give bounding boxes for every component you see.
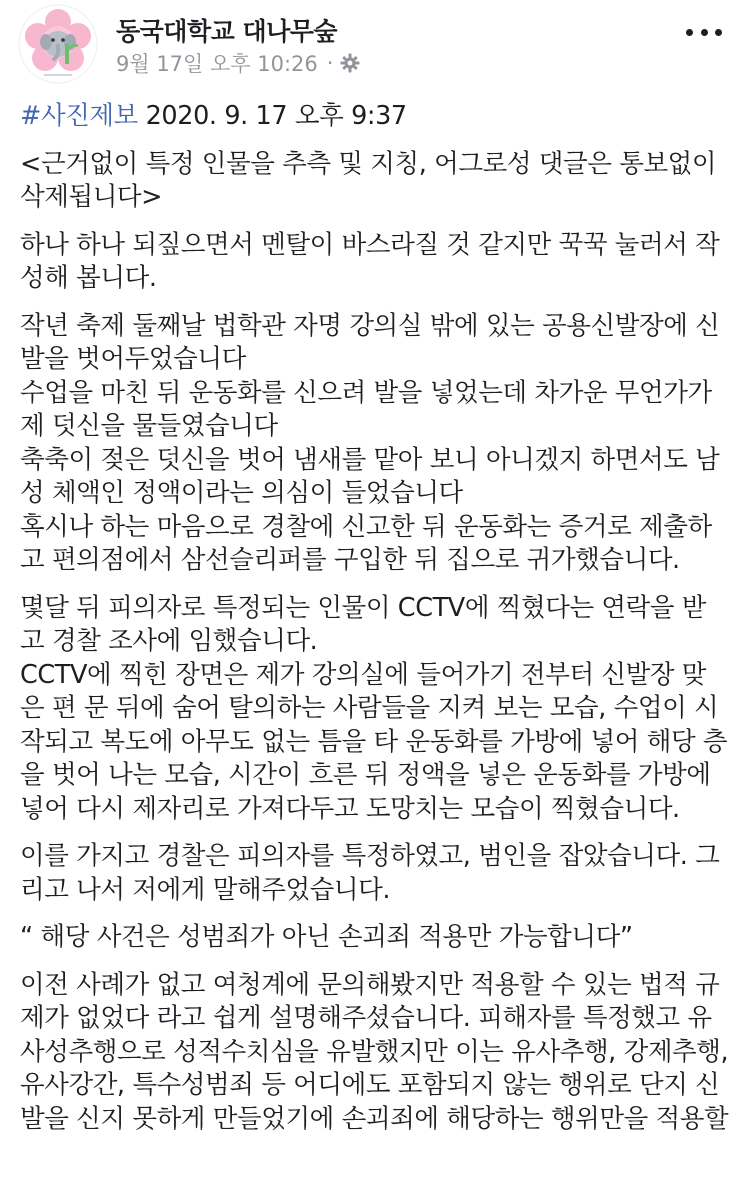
paragraph-line: 이전 사례가 없고 여청계에 문의해봤지만 적용할 수 있는 법적 규 (20, 969, 720, 1000)
paragraph-line: <근거없이 특정 인물을 추측 및 지칭, 어그로성 댓글은 통보없이 (20, 148, 717, 179)
paragraph-line: 리고 나서 저에게 말해주었습니다. (20, 874, 391, 905)
page-avatar[interactable] (18, 4, 98, 84)
more-options-button[interactable] (686, 22, 722, 42)
post-paragraph (20, 969, 740, 1137)
paragraph-line: 삭제됩니다> (20, 182, 163, 212)
post-paragraphs (20, 148, 740, 1137)
paragraph-line: 하나 하나 되짚으면서 멘탈이 바스라질 것 같지만 꾹꾹 눌러서 작 (20, 229, 720, 260)
paragraph-line: 넣어 다시 제자리로 가져다두고 도망치는 모습이 찍혔습니다. (20, 793, 680, 824)
paragraph-line: 이를 가지고 경찰은 피의자를 특정하였고, 범인을 잡았습니다. 그 (20, 841, 720, 871)
paragraph-line: 성해 봅니다. (20, 263, 157, 293)
paragraph-line: 사성추행으로 성적수치심을 유발했지만 이는 유사추행, 강제추행, (20, 1036, 729, 1067)
more-horizontal-icon (686, 29, 693, 36)
bamboo-forest-elephant-logo-icon (18, 4, 98, 84)
paragraph-line: 몇달 뒤 피의자로 특정되는 인물이 CCTV에 찍혔다는 연락을 받 (20, 592, 707, 623)
paragraph-line: 유사강간, 특수성범죄 등 어디에도 포함되지 않는 행위로 단지 신 (20, 1070, 720, 1100)
post-header (0, 0, 750, 92)
paragraph-line: “ 해당 사건은 성범죄가 아닌 손괴죄 적용만 가능합니다” (20, 922, 633, 952)
post-paragraph (20, 310, 740, 578)
post-datetime: 2020. 9. 17 오후 9:37 (137, 101, 407, 131)
page-name[interactable]: 동국대학교 대나무숲 (116, 17, 338, 46)
paragraph-line: 제 덧신을 물들였습니다 (20, 411, 278, 441)
paragraph-line: 혹시나 하는 마음으로 경찰에 신고한 뒤 운동화는 증거로 제출하 (20, 511, 712, 542)
more-horizontal-icon-dot (701, 29, 708, 36)
paragraph-line: 고 편의점에서 삼선슬리퍼를 구입한 뒤 집으로 귀가했습니다. (20, 545, 680, 575)
post-paragraph (20, 921, 740, 955)
post-paragraph (20, 840, 740, 907)
paragraph-line: 축축이 젖은 덧신을 벗어 냄새를 맡아 보니 아니겠지 하면서도 남 (20, 444, 720, 475)
paragraph-line: 고 경찰 조사에 임했습니다. (20, 626, 318, 656)
post-paragraph (20, 229, 740, 296)
post-meta (116, 48, 360, 78)
paragraph-line: 작년 축제 둘째날 법학관 자명 강의실 밖에 있는 공용신발장에 신 (20, 310, 720, 341)
paragraph-line: 발을 벗어두었습니다 (20, 344, 246, 374)
post-timestamp[interactable]: 9월 17일 오후 10:26 (116, 52, 318, 76)
paragraph-line: 은 편 문 뒤에 숨어 탈의하는 사람들을 지켜 보는 모습, 수업이 시 (20, 693, 719, 723)
paragraph-line: 수업을 마친 뒤 운동화를 신으려 발을 넣었는데 차가운 무언가가 (20, 377, 712, 408)
post-paragraph (20, 148, 740, 215)
paragraph-line: 제가 없었다 라고 쉽게 설명해주셨습니다. 피해자를 특정했고 유 (20, 1003, 712, 1033)
post-body (20, 100, 740, 1150)
paragraph-line: 을 벗어 나는 모습, 시간이 흐른 뒤 정액을 넣은 운동화를 가방에 (20, 760, 711, 790)
gear-icon[interactable] (340, 53, 360, 73)
paragraph-line: 발을 신지 못하게 만들었기에 손괴죄에 해당하는 행위만을 적용할 (20, 1103, 729, 1134)
hashtag-link[interactable]: #사진제보 (20, 101, 138, 131)
meta-separator: · (326, 51, 334, 75)
paragraph-line: 성 체액인 정액이라는 의심이 들었습니다 (20, 478, 463, 508)
more-horizontal-icon-dot (715, 29, 722, 36)
post-headline (20, 100, 740, 134)
paragraph-line: CCTV에 찍힌 장면은 제가 강의실에 들어가기 전부터 신발장 맞 (20, 659, 707, 690)
post-paragraph (20, 592, 740, 827)
paragraph-line: 작되고 복도에 아무도 없는 틈을 타 운동화를 가방에 넣어 해당 층 (20, 726, 728, 757)
